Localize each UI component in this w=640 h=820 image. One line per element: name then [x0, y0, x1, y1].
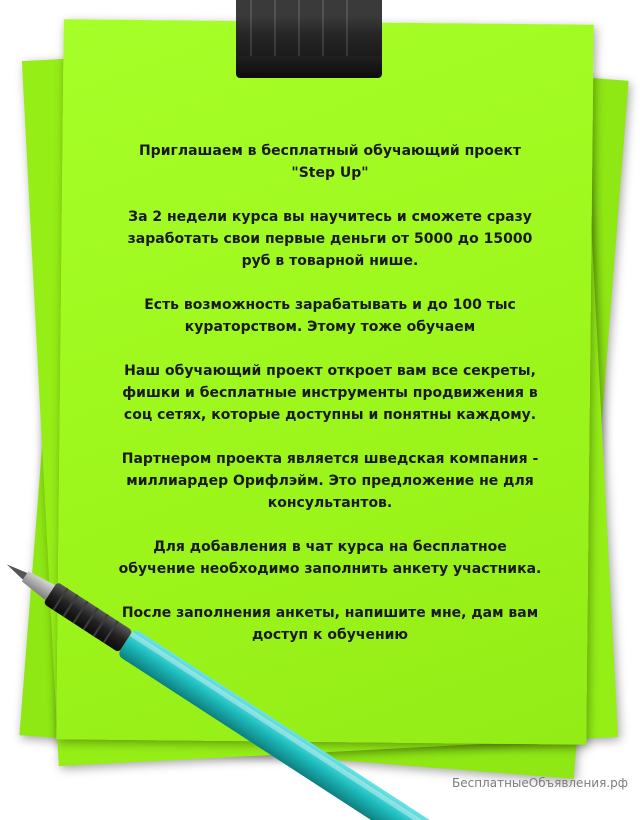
paragraph-course: За 2 недели курса вы научитесь и сможете сразу заработать свои первые деньги от 5000 до 15000 руб в товарной нише.: [127, 209, 533, 269]
binder-clip-icon: [236, 0, 382, 78]
paragraph-curation: Есть возможность зарабатывать и до 100 тыс кураторством. Этому тоже обучаем: [144, 297, 516, 335]
paragraph-invite: Приглашаем в бесплатный обучающий проект "Step Up": [138, 143, 522, 181]
paragraph-secrets: Наш обучающий проект откроет вам все секреты, фишки и бесплатные инструменты продвижения в соц сетях, которые доступны и понятны каждому.: [122, 363, 538, 423]
paragraph-contact: После заполнения анкеты, напишите мне, дам вам доступ к обучению: [121, 605, 539, 643]
paragraph-partner: Партнером проекта является шведская компания - миллиардер Орифлэйм. Это предложение не для консультантов.: [121, 451, 539, 511]
watermark: БесплатныеОбъявления.рф: [452, 776, 628, 790]
paragraph-chat: Для добавления в чат курса на бесплатное обучение необходимо заполнить анкету участника.: [118, 539, 542, 577]
